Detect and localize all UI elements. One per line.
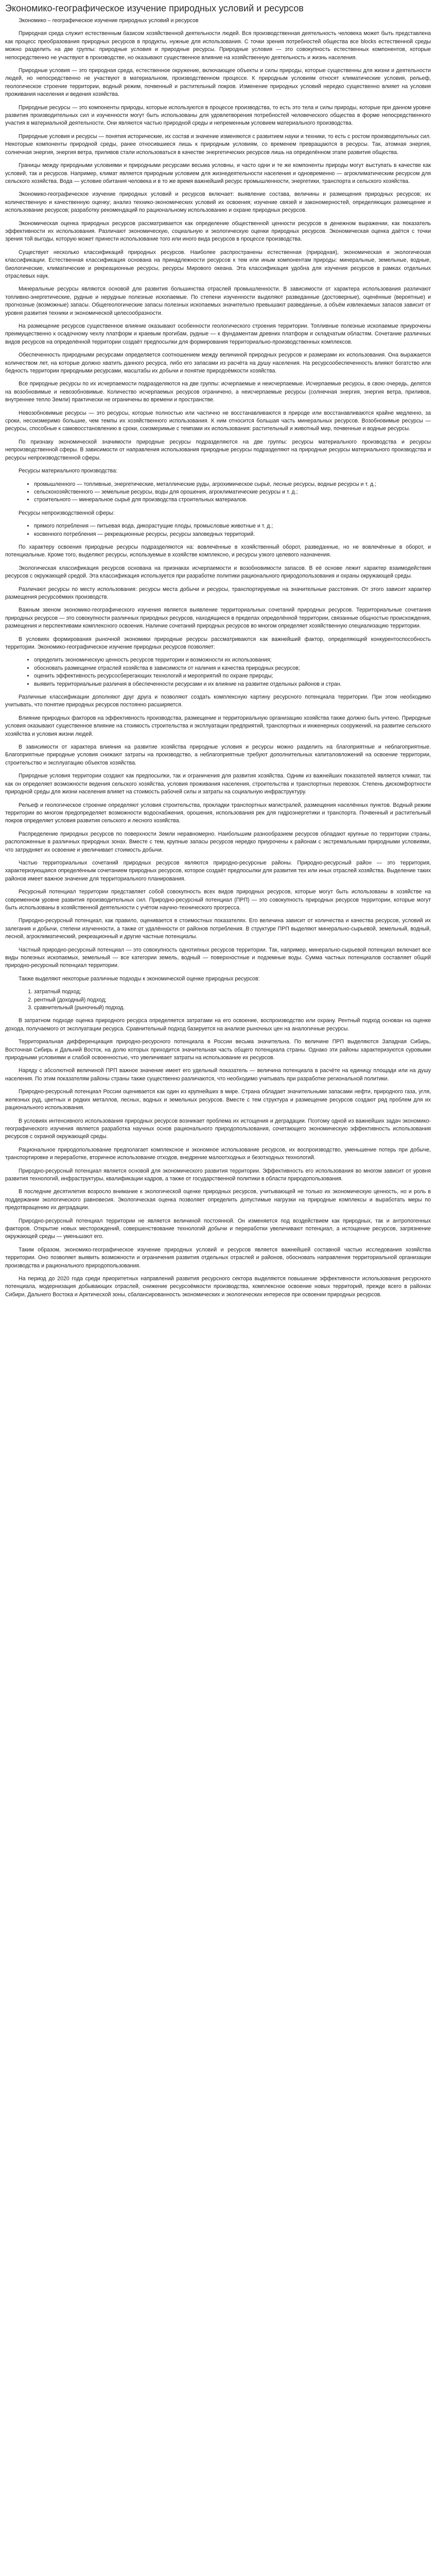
paragraph: Минеральные ресурсы являются основой для развития большинства отраслей промышленности. В зависимости от характера использования различают топливно-энергетические, рудные и нерудные полезные ископаемые. По степени изученности выделяют разведанные (достоверные), оценённые (вероятные) и прогнозные (возможные) запасы. Общегеологические запасы полезных ископаемых значительно превышают разведанные, а объём извлекаемых запасов зависит от уровня развития техники и экономической целесообразности. — [5, 286, 431, 316]
paragraph: В затратном подходе оценка природного ресурса определяется затратами на его освоение, воспроизводство или охрану. Рентный подход основан на оценке дохода, получаемого от эксплуатации ресурса. Сравнительный подход базируется на анализе рыночных цен на аналогичные ресурсы. — [5, 1018, 431, 1032]
list-item: 3. сравнительный (рыночный) подход. — [34, 1004, 431, 1012]
list-item: • промышленного — топливные, энергетические, металлические руды, агрохимическое сырьё, лесные ресурсы, водные ресурсы и т. д.; — [34, 481, 431, 488]
paragraph: По признаку экономической значимости природные ресурсы подразделяются на две группы: ресурсы материального производства и ресурсы непроизводственной сферы. В зависимости от направления использования природные ресурсы подразделяют на природные ресурсы материального производства и ресурсы непроизводственной сферы. — [5, 438, 431, 461]
paragraph: Природные условия и ресурсы — понятия исторические, их состав и значение изменяются с развитием науки и техники, то есть с ростом производительных сил. Некоторые компоненты природной среды, ранее относившиеся лишь к природным условиям, со временем превращаются в ресурсы. Так, атомная энергия, солнечная энергия, энергия ветра, приливов стали использоваться в качестве энергетических ресурсов лишь на определённом этапе развития общества. — [5, 133, 431, 156]
paragraph: Рациональное природопользование предполагает комплексное и экономное использование ресурсов, их воспроизводство, уменьшение потерь при добыче, транспортировке и переработке, вторичное использование отходов, внедрение малоотходных и безотходных технологий. — [5, 1146, 431, 1161]
document-body — [5, 17, 431, 1299]
list-item: • косвенного потребления — рекреационные ресурсы, ресурсы заповедных территорий. — [34, 531, 431, 538]
paragraph: Все природные ресурсы по их исчерпаемости подразделяются на две группы: исчерпаемые и неисчерпаемые. Исчерпаемые ресурсы, в свою очередь, делятся на возобновимые и невозобновимые. Количество исчерпаемых ресурсов ограничено, а неисчерпаемые ресурсы (солнечная энергия, энергия ветра, приливов, внутреннее тепло Земли) практически не ограничены во времени и пространстве. — [5, 381, 431, 403]
paragraph: В последние десятилетия возросло внимание к экологической оценке природных ресурсов, учитывающей не только их экономическую ценность, но и роль в поддержании экологического равновесия. Экологическая оценка позволяет определить допустимые нагрузки на природные комплексы и выработать меры по предотвращению их деградации. — [5, 1189, 431, 1211]
paragraph: Различные классификации дополняют друг друга и позволяют создать комплексную картину ресурсного потенциала территории. При этом необходимо учитывать, что понятие природных ресурсов постоянно расширяется. — [5, 694, 431, 708]
paragraph: Различают ресурсы по месту использования: ресурсы места добычи и ресурсы, транспортируемые на значительные расстояния. От этого зависит характер размещения ресурсоёмких производств. — [5, 586, 431, 600]
paragraph: Важным звеном экономико-географического изучения является выявление территориальных сочетаний природных ресурсов. Территориальные сочетания природных ресурсов — это совокупности различных природных ресурсов, находящиеся в пределах определённой территории, связанные общностью происхождения, размещения и перспективами комплексного освоения. Наличие сочетаний природных ресурсов во многом определяет хозяйственную специализацию территории. — [5, 607, 431, 630]
paragraph: Также выделяют некоторые различные подходы к экономической оценке природных ресурсов: — [19, 975, 260, 982]
paragraph: Территориальная дифференциация природно-ресурсного потенциала в России весьма значительна. По величине ПРП выделяются Западная Сибирь, Восточная Сибирь и Дальний Восток, на долю которых приходится значительная часть общего потенциала страны. Однако эти районы характеризуются суровыми природными условиями и слабой освоенностью, что увеличивает затраты на использование их ресурсов. — [5, 1039, 431, 1061]
paragraph: Природные условия — это природная среда, естественное окружение, включающее объекты и силы природы, которые существенны для жизни и деятельности людей, но непосредственно не участвуют в материальном, производственном процессе. К природным условиям относят климатические условия, рельеф, геологическое строение территории, водный режим, почвенный и растительный покров. Изменение природных условий нередко существенно влияет на условия проживания населения и ведения хозяйства. — [5, 67, 431, 98]
list-item: • строительного — минеральное сырьё для производства строительных материалов. — [34, 496, 431, 504]
paragraph: Наряду с абсолютной величиной ПРП важное значение имеет его удельный показатель — величина потенциала в расчёте на единицу площади или на душу населения. По этим показателям районы страны также существенно различаются, что необходимо учитывать при разработке региональной политики. — [5, 1067, 431, 1082]
paragraph: На размещение ресурсов существенное влияние оказывают особенности геологического строения территории. Топливные полезные ископаемые приурочены преимущественно к осадочному чехлу платформ и краевым прогибам, рудные — к фундаментам древних платформ и складчатым областям. Сочетание различных видов ресурсов на определённой территории создаёт предпосылки для формирования территориально-производственных комплексов. — [5, 323, 431, 345]
list-item: • прямого потребления — питьевая вода, дикорастущие плоды, промысловые животные и т. д.; — [34, 522, 431, 530]
paragraph: По характеру освоения природные ресурсы подразделяются на: вовлечённые в хозяйственный оборот, разведанные, но не вовлечённые в оборот, и потенциальные. Кроме того, выделяют ресурсы, используемые в хозяйстве комплексно, и ресурсы узкого целевого назначения. — [5, 544, 431, 558]
bullet-list — [5, 481, 431, 504]
list-item: • сельскохозяйственного — земельные ресурсы, воды для орошения, агроклиматические ресурсы и т. д.; — [34, 488, 431, 496]
paragraph: Природные условия территории создают как предпосылки, так и ограничения для развития хозяйства. Одним из важнейших показателей является климат, так как он определяет возможности ведения сельского хозяйства, условия проживания населения, строительства и транспортных перевозок. Степень дискомфортности природной среды для жизни населения влияет на стоимость рабочей силы и затраты на социальную инфраструктуру. — [5, 773, 431, 795]
paragraph: Влияние природных факторов на эффективность производства, размещение и территориальную организацию хозяйства также должно быть учтено. Природные условия оказывают существенное влияние на стоимость строительства и эксплуатации предприятий, транспортных и инженерных сооружений, на развитие сельского хозяйства и условия жизни людей. — [5, 715, 431, 737]
paragraph: Ресурсы материального производства: — [19, 468, 118, 474]
paragraph: Экономико-географическое изучение природных условий и ресурсов включает: выявление состава, величины и размещения природных ресурсов; их количественную и качественную оценку; анализ технико-экономических условий их освоения; изучение связей и закономерностей, определяющих размещение и использование ресурсов; разработку рекомендаций по рациональному использованию и охране природных ресурсов. — [5, 191, 431, 214]
list-item: • выявить территориальные различия в обеспеченности ресурсами и их влияние на развитие отдельных районов и стран. — [34, 681, 431, 688]
paragraph: В условиях формирования рыночной экономики природные ресурсы рассматриваются как важнейший фактор, определяющий конкурентоспособность территории. Экономико-географическое изучение природных ресурсов позволяет: — [5, 636, 431, 650]
numbered-list — [5, 988, 431, 1012]
paragraph: Обеспеченность природными ресурсами определяется соотношением между величиной природных ресурсов и размерами их использования. Она выражается количеством лет, на которые должно хватить данного ресурса, либо его запасами из расчёта на душу населения. На ресурсообеспеченность влияют богатство или бедность территории природными ресурсами, масштабы их добычи и понятие природоёмкости хозяйства. — [5, 352, 431, 375]
list-item: • оценить эффективность ресурсосберегающих технологий и мероприятий по охране природы; — [34, 672, 431, 680]
page-title: Экономико-географическое изучение природных условий и ресурсов — [5, 3, 304, 13]
paragraph: Частный природно-ресурсный потенциал — это совокупность однотипных ресурсов территории. Так, например, минерально-сырьевой потенциал включает все виды полезных ископаемых, земельный — все категории земель, водный — поверхностные и подземные воды. Сумма частных потенциалов составляет общий природно-ресурсный потенциал территории. — [5, 946, 431, 969]
paragraph: В зависимости от характера влияния на развитие хозяйства природные условия и ресурсы можно разделить на благоприятные и неблагоприятные. Благоприятные природные условия снижают затраты на производство, а неблагоприятные требуют дополнительных капиталовложений на освоение территории, строительство и эксплуатацию объектов хозяйства. — [5, 744, 431, 766]
paragraph: Ресурсный потенциал территории представляет собой совокупность всех видов природных ресурсов, которые могут быть использованы в хозяйстве на современном уровне развития производительных сил. Природно-ресурсный потенциал (ПРП) — это совокупность природных ресурсов территории, которые могут быть использованы в хозяйственной деятельности с учётом научно-технического прогресса. — [5, 889, 431, 911]
bullet-list — [5, 522, 431, 538]
paragraph: Частью территориальных сочетаний природных ресурсов являются природно-ресурсные районы. Природно-ресурсный район — это территория, характеризующаяся определённым сочетанием природных ресурсов, которое создаёт предпосылки для развития тех или иных отраслей хозяйства. Выделение таких районов имеет важное значение для территориального планирования. — [5, 859, 431, 882]
list-item: • определить экономическую ценность ресурсов территории и возможности их использования; — [34, 656, 431, 664]
paragraph: Границы между природными условиями и природными ресурсами весьма условны, и часто одни и те же компоненты природы могут выступать в качестве как условий, так и ресурсов. Например, климат является природным условием для жизнедеятельности населения и одновременно — агроклиматическим ресурсом для сельского хозяйства. Вода — условие обитания человека и в то же время важнейший ресурс промышленности, энергетики, транспорта и сельского хозяйства. — [5, 162, 431, 184]
paragraph: Природно-ресурсный потенциал, как правило, оценивается в стоимостных показателях. Его величина зависит от количества и качества ресурсов, условий их залегания и добычи, степени изученности, а также от удалённости от районов потребления. В структуре ПРП выделяют минерально-сырьевой, земельный, водный, лесной, агроклиматический, рекреационный и другие частные потенциалы. — [5, 918, 431, 940]
list-item: • обосновать размещение отраслей хозяйства в зависимости от наличия и качества природных ресурсов; — [34, 665, 431, 672]
paragraph: Распределение природных ресурсов по поверхности Земли неравномерно. Наибольшим разнообразием ресурсов обладают крупные по территории страны, расположенные в различных природных зонах. Вместе с тем, крупные запасы ресурсов нередко приурочены к районам с экстремальными природными условиями, что затрудняет их освоение и увеличивает стоимость добычи. — [5, 831, 431, 853]
paragraph: Рельеф и геологическое строение определяют условия строительства, прокладки транспортных магистралей, размещения населённых пунктов. Водный режим территории во многом предопределяет возможности водоснабжения, орошения, использования рек для гидроэнергетики и транспорта. Почвенный и растительный покров определяет условия развития сельского и лесного хозяйства. — [5, 802, 431, 824]
list-item: 1. затратный подход; — [34, 988, 431, 996]
paragraph: Существует несколько классификаций природных ресурсов. Наиболее распространены естественная (природная), экономическая и экологическая классификации. Естественная классификация основана на принадлежности ресурсов к тем или иным компонентам природы: минеральные, земельные, водные, биологические, климатические и рекреационные ресурсы, ресурсы Мирового океана. Эта классификация удобна для изучения ресурсов в рамках отдельных отраслевых наук. — [5, 249, 431, 279]
paragraph: Экономическая оценка природных ресурсов рассматривается как определение общественной ценности ресурсов в денежном выражении, как показатель эффективности их использования. Различают экономическую, социальную и экологическую оценки природных ресурсов. Экономическая оценка даётся с точки зрения той выгоды, которую может принести использование того или иного вида ресурсов в процессе производства. — [5, 220, 431, 243]
paragraph: На период до 2020 года среди приоритетных направлений развития ресурсного сектора выделяются повышение эффективности использования ресурсного потенциала, модернизация добывающих отраслей, снижение ресурсоёмкости производства, комплексное освоение новых территорий, прежде всего в районах Сибири, Дальнего Востока и Арктической зоны, сбалансированность экономических и экологических интересов при освоении природных ресурсов. — [5, 1276, 431, 1298]
paragraph: Экологическая классификация ресурсов основана на признаках исчерпаемости и возобновимости запасов. В её основе лежит характер взаимодействия ресурсов с окружающей средой. Эта классификация используется при разработке политики рационального природопользования и охраны окружающей среды. — [5, 565, 431, 580]
paragraph: Невозобновимые ресурсы — это ресурсы, которые полностью или частично не восстанавливаются в природе или восстанавливаются крайне медленно, за сроки, несоизмеримо большие, чем темпы их хозяйственного использования. К ним относится большая часть минеральных ресурсов. Возобновимые ресурсы — ресурсы, способные к самовосстановлению в сроки, соизмеримые с темпами их использования: растительный и животный мир, почвенные и водные ресурсы. — [5, 410, 431, 432]
paragraph: Таким образом, экономико-географическое изучение природных условий и ресурсов является важнейшей составной частью исследования хозяйства территории. Оно позволяет выявить возможности и ограничения развития отдельных отраслей и районов, обосновать направления территориальной организации производства и рационального природопользования. — [5, 1246, 431, 1269]
list-item: 2. рентный (доходный) подход; — [34, 996, 431, 1004]
paragraph: Природная среда служит естественным базисом хозяйственной деятельности людей. Вся производственная деятельность человека может быть представлена как процесс преобразования природных ресурсов в продукты, нужные для использования. С точки зрения потребностей общества все blocks естественной среды можно разделить на две группы: природные условия и природные ресурсы. Природные условия — это совокупность естественных компонентов, которые непосредственно не участвуют в производстве, но оказывают существенное влияние на хозяйственную деятельность и жизнь населения. — [5, 30, 431, 61]
paragraph: В условиях интенсивного использования природных ресурсов возникает проблема их истощения и деградации. Поэтому одной из важнейших задач экономико-географического изучения является разработка научных основ рационального природопользования, сочетающего экономическую эффективность использования ресурсов с охраной окружающей среды. — [5, 1117, 431, 1140]
paragraph: Природно-ресурсный потенциал территории не является величиной постоянной. Он изменяется под воздействием как природных, так и антропогенных факторов. Открытие новых месторождений, совершенствование технологий добычи и переработки увеличивают потенциал, а истощение ресурсов, загрязнение окружающей среды — уменьшают его. — [5, 1217, 431, 1240]
paragraph: Природные ресурсы — это компоненты природы, которые используются в процессе производства, то есть это тела и силы природы, которые при данном уровне развития производительных сил и изученности могут быть использованы для удовлетворения потребностей человеческого общества в форме непосредственного участия в материальной деятельности. Они являются частью природной среды и непременным условием материального производства. — [5, 104, 431, 127]
paragraph: Природно-ресурсный потенциал является основой для экономического развития территории. Эффективность его использования во многом зависит от уровня развития технологий, инфраструктуры, квалификации кадров, а также от государственной политики в области природопользования. — [5, 1167, 431, 1182]
bullet-list — [5, 656, 431, 688]
paragraph: Природно-ресурсный потенциал России оценивается как один из крупнейших в мире. Страна обладает значительными запасами нефти, природного газа, угля, железных руд, цветных и редких металлов, лесных, водных и земельных ресурсов. Вместе с тем структура и размещение ресурсов создают ряд проблем для их рационального использования. — [5, 1089, 431, 1111]
paragraph: Экономико – географическое изучение природных условий и ресурсов — [19, 18, 199, 24]
paragraph: Ресурсы непроизводственной сферы: — [19, 510, 115, 516]
